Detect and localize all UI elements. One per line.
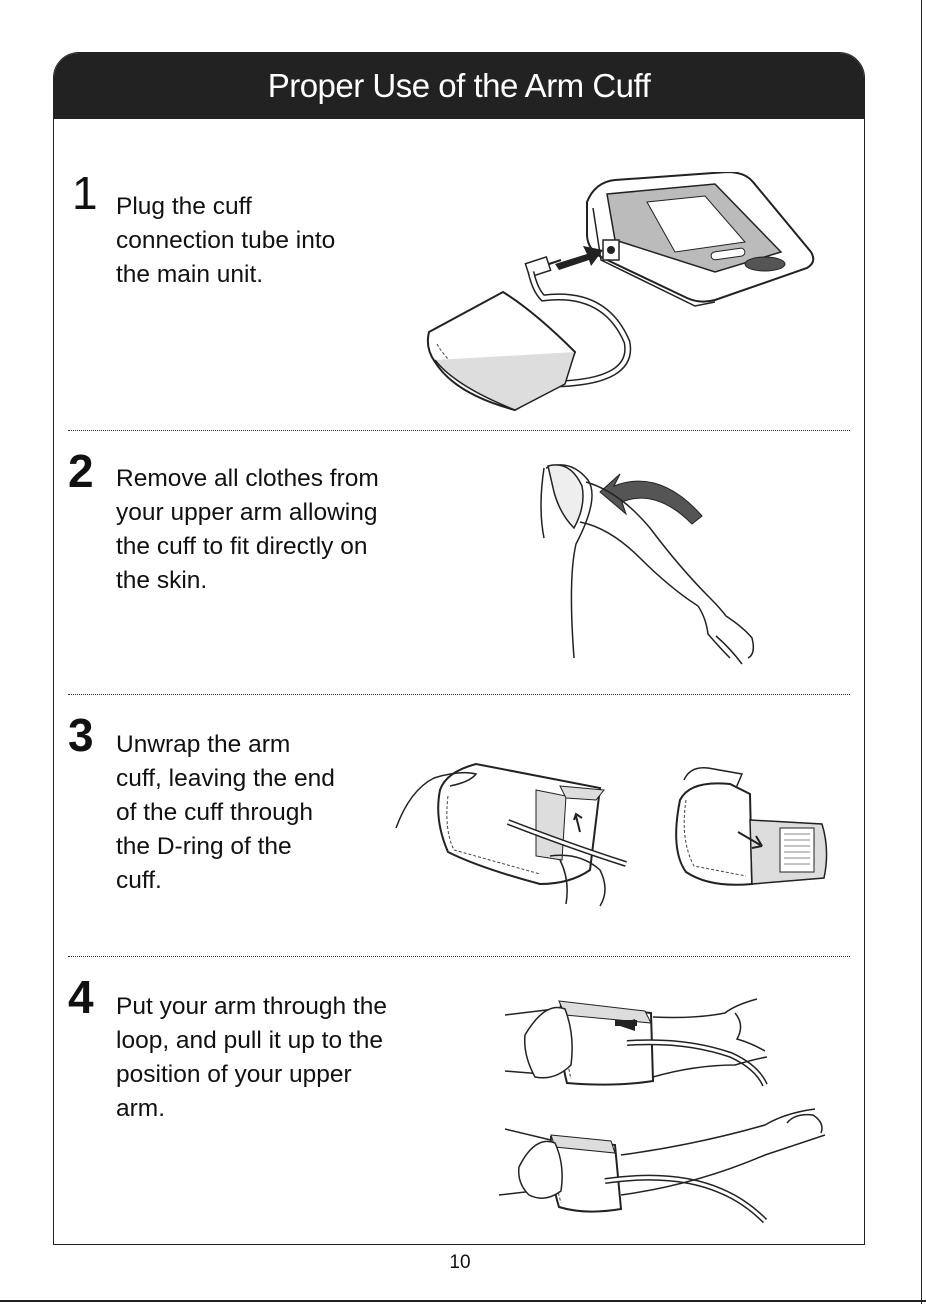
step-3-text: Unwrap the arm cuff, leaving the end of the cuff through the D-ring of the cuff. [116,731,335,894]
page-bottom-line [0,1300,926,1302]
step-2-text: Remove all clothes from your upper arm allowing the cuff to fit directly on the skin. [116,465,379,594]
section-divider [68,694,850,695]
title-bar [54,53,864,119]
section-divider [68,956,850,957]
unwrap-cuff-illustration [390,760,840,910]
page-number: 10 [449,1252,471,1273]
page-edge-line [921,0,922,1304]
step-1-number: 1 [72,167,98,219]
step-2-number: 2 [68,445,94,497]
arm-through-cuff-illustration [495,995,835,1225]
step-3-number: 3 [68,709,94,761]
step-4-number: 4 [68,971,94,1023]
step-4-text: Put your arm through the loop, and pull it up to the position of your upper arm. [116,993,388,1122]
page-title: Proper Use of the Arm Cuff [267,67,651,104]
section-divider [68,430,850,431]
monitor-and-cuff-illustration [415,172,815,412]
step-1-text: Plug the cuff connection tube into the main unit. [116,193,336,288]
raised-arm-illustration [530,458,770,673]
